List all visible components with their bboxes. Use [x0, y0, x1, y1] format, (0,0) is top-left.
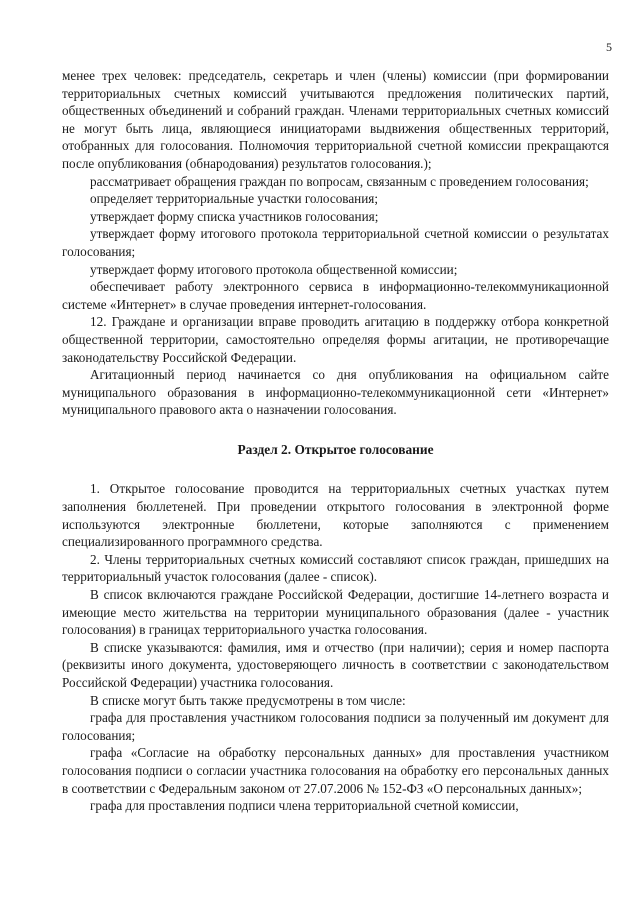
paragraph: В списке могут быть также предусмотрены в том числе: — [90, 692, 406, 708]
paragraph: 1. Открытое голосование проводится на территориальных счетных участках путем заполнения бюллетеней. При проведении открытого голосования в электронной форме используются электронные бюллетени, которые заполняются с применением специализированного программного средства. — [62, 481, 609, 550]
paragraph: определяет территориальные участки голосования; — [90, 191, 379, 207]
section-2-heading: Раздел 2. Открытое голосование — [237, 441, 434, 457]
paragraph: В списке указываются: фамилия, имя и отчество (при наличии); серия и номер паспорта (реквизиты иного документа, удостоверяющего личность в соответствии с законодательством Российской Федерации) участника голосования. — [62, 639, 609, 690]
paragraph: обеспечивает работу электронного сервиса в информационно-телекоммуникационной системе «Интернет» в случае проведения интернет-голосования. — [62, 279, 609, 312]
paragraph: графа для проставления подписи члена территориальной счетной комиссии, — [90, 798, 519, 814]
paragraph: утверждает форму итогового протокола общественной комиссии; — [90, 261, 458, 277]
paragraph: Агитационный период начинается со дня опубликования на официальном сайте муниципального образования в информационно-телекоммуникационной сети «Интернет» муниципального правового акта о назначении голосования. — [62, 367, 609, 418]
paragraph: графа для проставления участником голосования подписи за полученный им документ для голосования; — [62, 710, 609, 743]
paragraph: В список включаются граждане Российской Федерации, достигшие 14-летнего возраста и имеющие место жительства на территории муниципального образования (далее - участник голосования) в границах территориального участка голосования. — [62, 587, 609, 638]
paragraph: рассматривает обращения граждан по вопросам, связанным с проведением голосования; — [90, 173, 589, 189]
paragraph: утверждает форму списка участников голосования; — [90, 208, 379, 224]
paragraph: утверждает форму итогового протокола территориальной счетной комиссии о результатах голосования; — [62, 226, 609, 259]
section-2-body — [62, 480, 609, 814]
paragraph: графа «Согласие на обработку персональных данных» для проставления участником голосования подписи о согласии участника голосования на обработку его персональных данных в соответствии с Федеральным законом от 27.07.2006 № 152-ФЗ «О персональных данных»; — [62, 745, 609, 796]
paragraph: 12. Граждане и организации вправе проводить агитацию в поддержку отбора конкретной общественной территории, самостоятельно определяя формы агитации, не противоречащие законодательству Российской Федерации. — [62, 314, 609, 365]
paragraph: 2. Члены территориальных счетных комиссий составляют список граждан, пришедших на территориальный участок голосования (далее - список). — [62, 551, 609, 585]
paragraph: менее трех человек: председатель, секретарь и член (члены) комиссии (при формировании территориальных счетных комиссий учитываются предложения политических партий, общественных объединений и собраний граждан. Членами территориальных счетных комиссий не могут быть лица, являющиеся инициаторами выдвижения общественных территорий, отобранных для голосования. Полномочия территориальной счетной комиссии прекращаются после опубликования (обнародования) результатов голосования.); — [62, 68, 609, 171]
section-1-body — [62, 67, 609, 419]
page-number: 5 — [606, 40, 612, 54]
document-body — [62, 67, 609, 815]
